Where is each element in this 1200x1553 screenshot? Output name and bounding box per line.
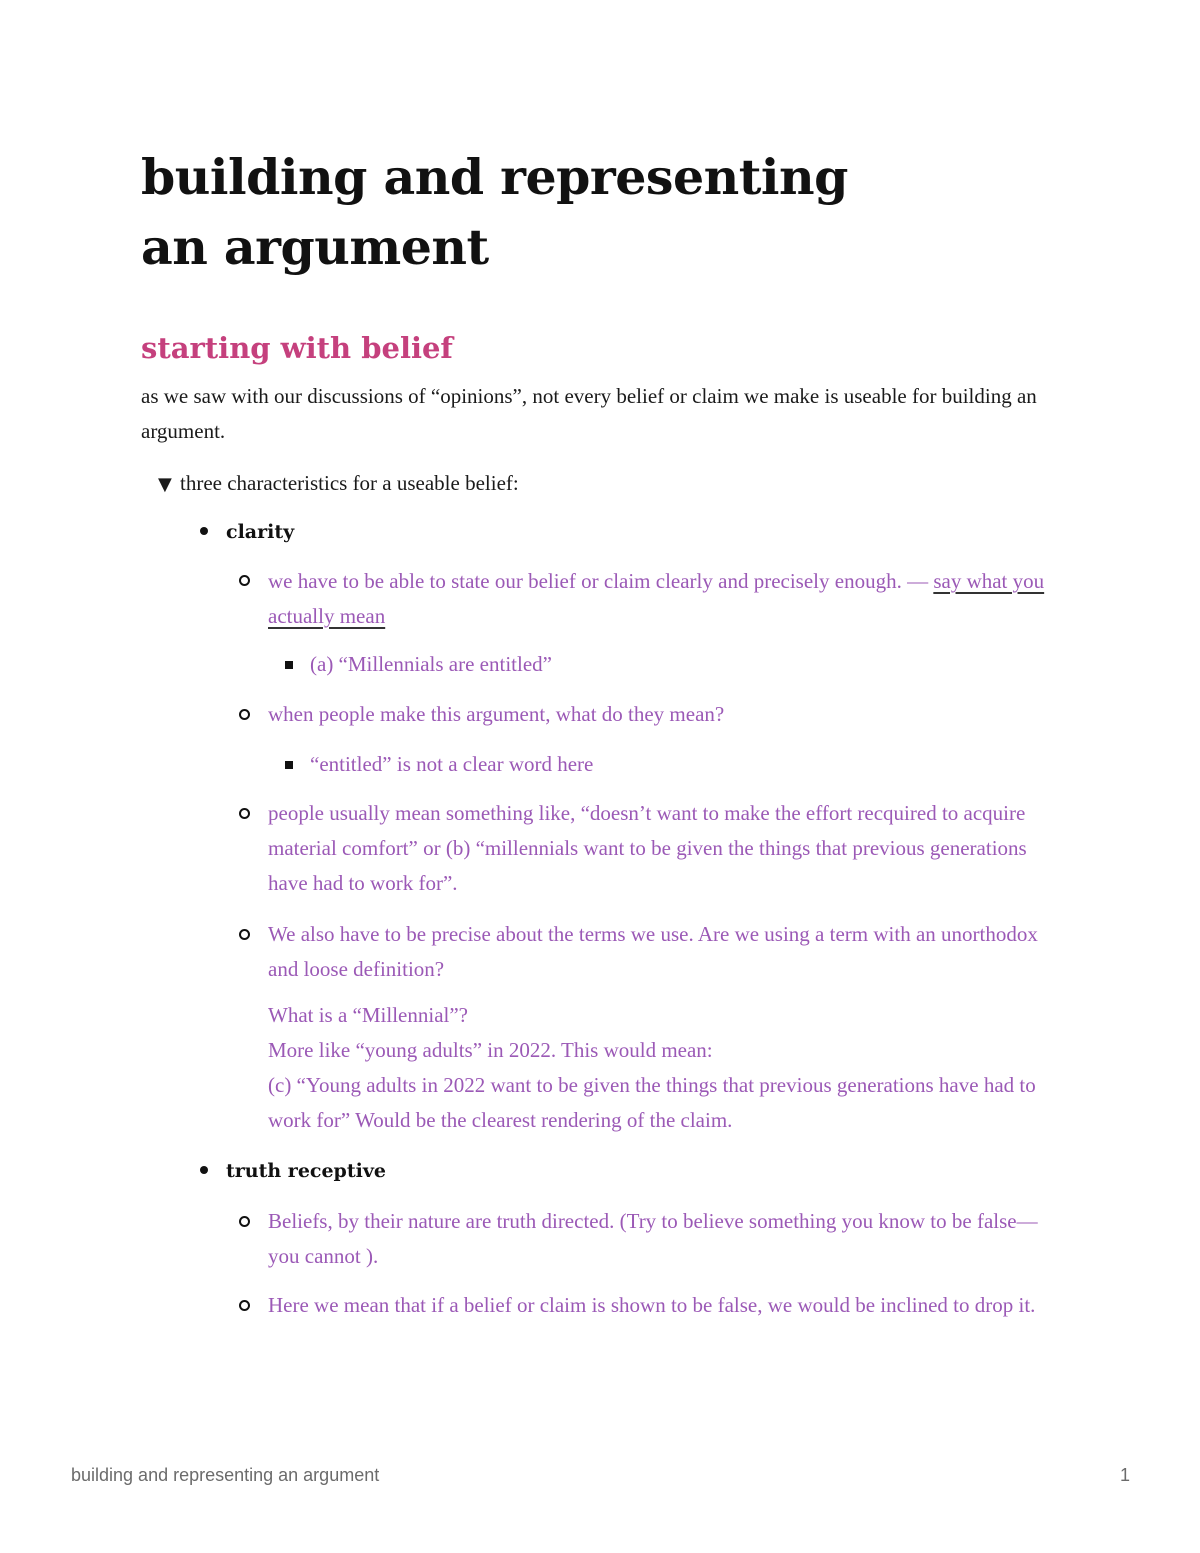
page-title: building and representing an argument <box>141 148 848 276</box>
clarity-point-4-line-2: More like “young adults” in 2022. This would mean: <box>268 1038 713 1062</box>
bullet-icon <box>200 527 208 535</box>
clarity-point-1 <box>268 564 1058 634</box>
item-clarity-label: clarity <box>226 521 295 543</box>
toggle-label: three characteristics for a useable belief: <box>180 471 519 495</box>
footer-title: building and representing an argument <box>71 1465 380 1485</box>
circle-bullet-icon <box>239 709 250 720</box>
square-bullet-icon <box>285 761 293 769</box>
clarity-point-4-text: We also have to be precise about the terms we use. Are we using a term with an unorthodox and loose definition? <box>268 922 1038 981</box>
toggle-block[interactable] <box>158 466 519 502</box>
clarity-point-1-sub: (a) “Millennials are entitled” <box>310 652 552 676</box>
bullet-icon <box>200 1166 208 1174</box>
circle-bullet-icon <box>239 1300 250 1311</box>
say-what-you-mean-link[interactable]: say what you actually mean <box>268 569 1045 628</box>
truth-point-1: Beliefs, by their nature are truth directed. (Try to believe something you know to be false— you cannot ). <box>268 1209 1038 1268</box>
clarity-point-4 <box>268 917 1058 1138</box>
clarity-point-2: when people make this argument, what do they mean? <box>268 702 725 726</box>
item-truth-label: truth receptive <box>226 1160 386 1182</box>
square-bullet-icon <box>285 661 293 669</box>
circle-bullet-icon <box>239 808 250 819</box>
clarity-point-3: people usually mean something like, “doesn’t want to make the effort recquired to acquire material comfort” or (b) “millennials want to be given the things that previous generations have had to work for”. <box>268 801 1027 895</box>
clarity-point-4-line-1: What is a “Millennial”? <box>268 1003 469 1027</box>
circle-bullet-icon <box>239 1216 250 1227</box>
clarity-point-2-sub: “entitled” is not a clear word here <box>310 752 594 776</box>
triangle-down-icon[interactable]: ▼ <box>158 474 172 495</box>
clarity-point-4-line-3: (c) “Young adults in 2022 want to be given the things that previous generations have had to work for” Would be the clearest rendering of the claim. <box>268 1073 1036 1132</box>
truth-point-2: Here we mean that if a belief or claim is shown to be false, we would be inclined to drop it. <box>268 1293 1036 1317</box>
intro-paragraph: as we saw with our discussions of “opinions”, not every belief or claim we make is useable for building an argument. <box>141 384 1037 443</box>
section-heading: starting with belief <box>141 331 453 365</box>
clarity-point-1-text: we have to be able to state our belief or claim clearly and precisely enough. — <box>268 569 934 593</box>
circle-bullet-icon <box>239 575 250 586</box>
circle-bullet-icon <box>239 929 250 940</box>
footer-page-number: 1 <box>1120 1465 1131 1485</box>
